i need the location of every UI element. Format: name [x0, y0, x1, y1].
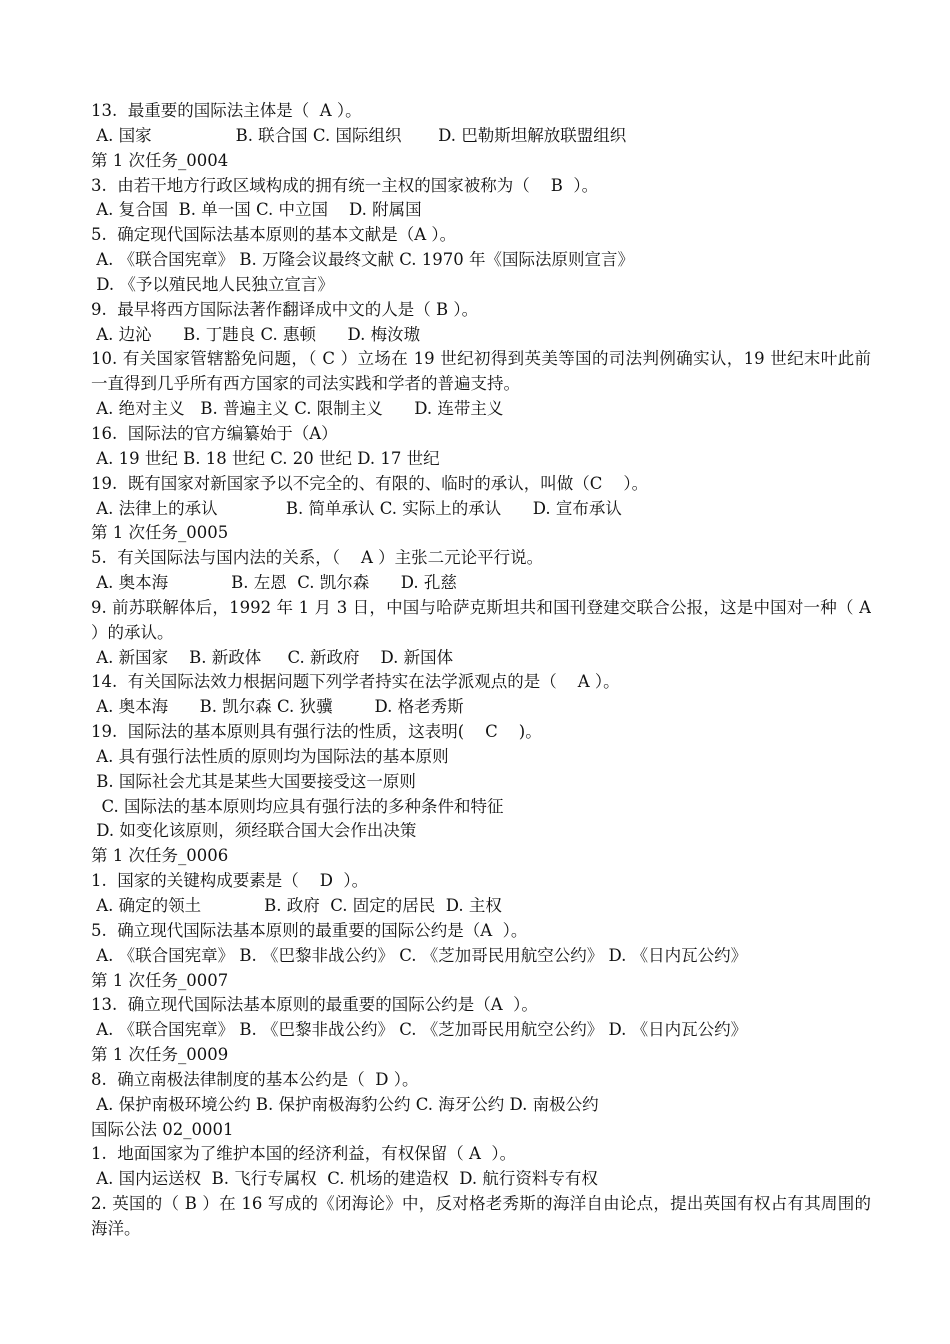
text-line: D. 如变化该原则，须经联合国大会作出决策: [91, 821, 417, 841]
text-line: 第 1 次任务_0006: [91, 846, 229, 866]
text-line: A. 国家 B. 联合国 C. 国际组织 D. 巴勒斯坦解放联盟组织: [91, 125, 627, 145]
text-line: A. 保护南极环境公约 B. 保护南极海豹公约 C. 海牙公约 D. 南极公约: [91, 1094, 599, 1114]
text-line: A. 边沁 B. 丁韪良 C. 惠顿 D. 梅汝璈: [91, 324, 421, 344]
text-line: 19. 国际法的基本原则具有强行法的性质，这表明( C )。: [91, 722, 542, 742]
text-line: 8. 确立南极法律制度的基本公约是（ D ）。: [91, 1069, 419, 1089]
text-line: A. 奥本海 B. 凯尔森 C. 狄骥 D. 格老秀斯: [91, 697, 464, 717]
text-line: A. 国内运送权 B. 飞行专属权 C. 机场的建造权 D. 航行资料专有权: [91, 1169, 598, 1189]
text-line: A. 新国家 B. 新政体 C. 新政府 D. 新国体: [91, 647, 454, 667]
text-line: B. 国际社会尤其是某些大国要接受这一原则: [91, 771, 416, 791]
text-line: 第 1 次任务_0005: [91, 523, 229, 543]
text-line: 13. 最重要的国际法主体是（ A ）。: [91, 101, 362, 120]
text-line: A. 奥本海 B. 左恩 C. 凯尔森 D. 孔慈: [91, 573, 457, 593]
text-line: 3. 由若干地方行政区域构成的拥有统一主权的国家被称为（ B ）。: [91, 175, 599, 195]
text-line: 10. 有关国家管辖豁免问题，（ C ）立场在 19 世纪初得到英美等国的司法判例确实认，19 世纪末叶此前一直得到几乎所有西方国家的司法实践和学者的普遍支持。: [91, 349, 871, 394]
text-line: 5. 确定现代国际法基本原则的基本文献是（A ）。: [91, 225, 457, 245]
text-line: D. 《予以殖民地人民独立宣言》: [91, 274, 334, 294]
text-line: 5. 有关国际法与国内法的关系，（ A ）主张二元论平行说。: [91, 548, 544, 568]
text-line: 13. 确立现代国际法基本原则的最重要的国际公约是（A ）。: [91, 995, 538, 1015]
text-line: A. 绝对主义 B. 普遍主义 C. 限制主义 D. 连带主义: [91, 399, 504, 419]
text-line: A. 19 世纪 B. 18 世纪 C. 20 世纪 D. 17 世纪: [91, 448, 440, 468]
text-line: C. 国际法的基本原则均应具有强行法的多种条件和特征: [91, 796, 504, 816]
text-line: A. 具有强行法性质的原则均为国际法的基本原则: [91, 746, 449, 766]
text-line: 1. 国家的关键构成要素是（ D ）。: [91, 871, 369, 891]
text-line: 第 1 次任务_0004: [91, 150, 229, 170]
text-line: 1. 地面国家为了维护本国的经济利益，有权保留（ A ）。: [91, 1144, 517, 1164]
text-line: 2. 英国的（ B ）在 16 写成的《闭海论》中，反对格老秀斯的海洋自由论点，提出英国有权占有其周围的海洋。: [91, 1194, 871, 1238]
text-line: 5. 确立现代国际法基本原则的最重要的国际公约是（A ）。: [91, 920, 528, 940]
text-line: 9. 前苏联解体后，1992 年 1 月 3 日，中国与哈萨克斯坦共和国刊登建交联合公报，这是中国对一种（ A ）的承认。: [91, 597, 871, 642]
text-line: 9. 最早将西方国际法著作翻译成中文的人是（ B ）。: [91, 299, 479, 319]
text-line: 14. 有关国际法效力根据问题下列学者持实在法学派观点的是（ A ）。: [91, 672, 620, 692]
text-line: A. 法律上的承认 B. 简单承认 C. 实际上的承认 D. 宣布承认: [91, 498, 622, 518]
text-line: A. 《联合国宪章》 B. 万隆会议最终文献 C. 1970 年《国际法原则宣言》: [91, 250, 635, 270]
text-line: A. 确定的领土 B. 政府 C. 固定的居民 D. 主权: [91, 896, 502, 915]
text-line: A. 《联合国宪章》 B. 《巴黎非战公约》 C. 《芝加哥民用航空公约》 D. 《日内瓦公约》: [91, 945, 748, 965]
text-line: A. 复合国 B. 单一国 C. 中立国 D. 附属国: [91, 200, 422, 220]
text-line: 第 1 次任务_0007: [91, 970, 229, 990]
text-line: 16. 国际法的官方编纂始于（A）: [91, 423, 338, 443]
text-line: 第 1 次任务_0009: [91, 1045, 229, 1065]
document-page: [91, 99, 871, 1242]
text-line: A. 《联合国宪章》 B. 《巴黎非战公约》 C. 《芝加哥民用航空公约》 D. 《日内瓦公约》: [91, 1020, 748, 1040]
text-line: 国际公法 02_0001: [91, 1119, 234, 1139]
text-line: 19. 既有国家对新国家予以不完全的、有限的、临时的承认，叫做（C ）。: [91, 473, 649, 493]
